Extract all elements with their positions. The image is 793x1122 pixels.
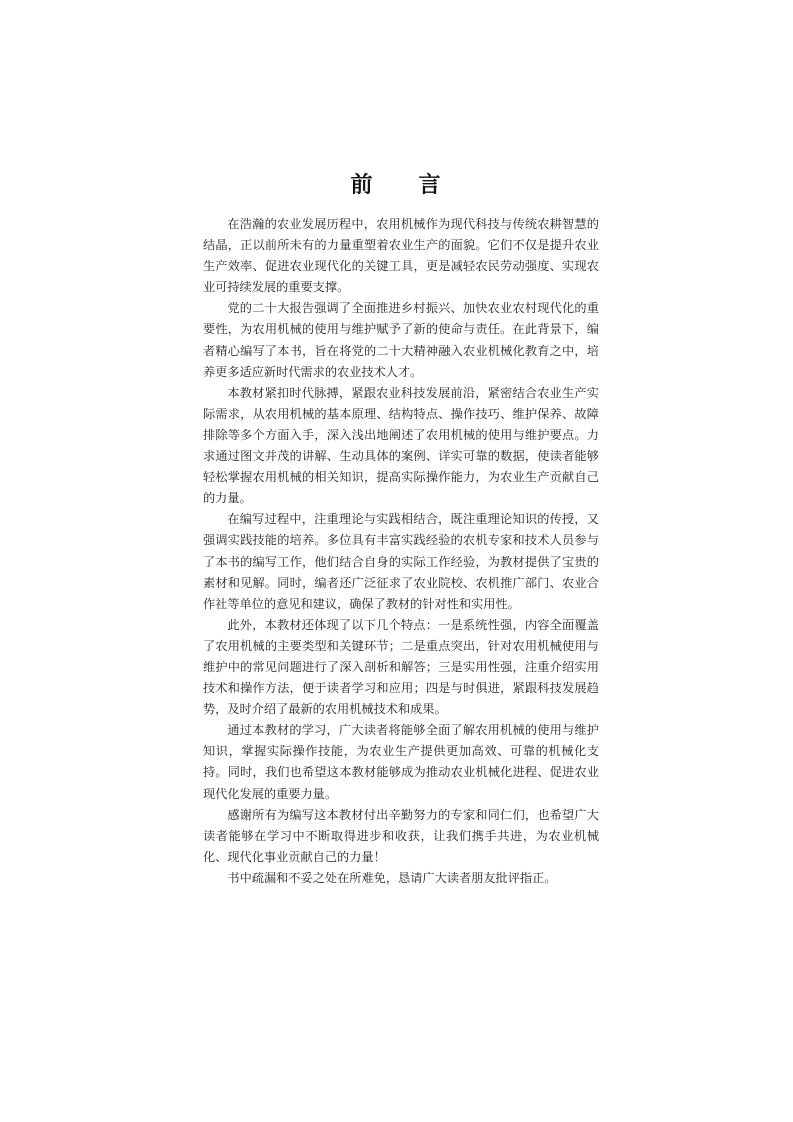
paragraph-3: 本教材紧扣时代脉搏，紧跟农业科技发展前沿，紧密结合农业生产实际需求，从农用机械的基本原理、结构特点、操作技巧、维护保养、故障排除等多个方面入手，深入浅出地阐述了农用机械的使用与维护要点。力求通过图文并茂的讲解、生动具体的案例、详实可靠的数据，使读者能够轻松掌握农用机械的相关知识，提高实际操作能力，为农业生产贡献自己的力量。 (203, 385, 599, 506)
preface-body (203, 214, 599, 889)
page-title-char-2: 言 (418, 172, 443, 198)
paragraph-6: 通过本教材的学习，广大读者将能够全面了解农用机械的使用与维护知识，掌握实际操作技能，为农业生产提供更加高效、可靠的机械化支持。同时，我们也希望这本教材能够成为推动农业机械化进程、促进农业现代化发展的重要力量。 (203, 723, 599, 801)
paragraph-5: 此外，本教材还体现了以下几个特点：一是系统性强，内容全面覆盖了农用机械的主要类型和关键环节；二是重点突出，针对农用机械使用与维护中的常见问题进行了深入剖析和解答；三是实用性强，注重介绍实用技术和操作方法，便于读者学习和应用；四是与时俱进，紧跟科技发展趋势，及时介绍了最新的农用机械技术和成果。 (203, 617, 599, 717)
paragraph-2: 党的二十大报告强调了全面推进乡村振兴、加快农业农村现代化的重要性，为农用机械的使用与维护赋予了新的使命与责任。在此背景下，编者精心编写了本书，旨在将党的二十大精神融入农业机械化教育之中，培养更多适应新时代需求的农业技术人才。 (203, 301, 599, 379)
paragraph-4: 在编写过程中，注重理论与实践相结合，既注重理论知识的传授，又强调实践技能的培养。多位具有丰富实践经验的农机专家和技术人员参与了本书的编写工作，他们结合自身的实际工作经验，为教材提供了宝贵的素材和见解。同时，编者还广泛征求了农业院校、农机推广部门、农业合作社等单位的意见和建议，确保了教材的针对性和实用性。 (203, 512, 599, 611)
paragraph-7: 感谢所有为编写这本教材付出辛勤努力的专家和同仁们，也希望广大读者能够在学习中不断取得进步和收获，让我们携手共进，为农业机械化、现代化事业贡献自己的力量！ (203, 807, 599, 864)
page-title (0, 168, 793, 199)
paragraph-8: 书中疏漏和不妥之处在所难免，恳请广大读者朋友批评指正。 (227, 870, 557, 885)
paragraph-1: 在浩瀚的农业发展历程中，农用机械作为现代科技与传统农耕智慧的结晶，正以前所未有的力量重塑着农业生产的面貌。它们不仅是提升农业生产效率、促进农业现代化的关键工具，更是减轻农民劳动强度、实现农业可持续发展的重要支撑。 (203, 217, 599, 295)
page-title-char-1: 前 (350, 172, 375, 198)
